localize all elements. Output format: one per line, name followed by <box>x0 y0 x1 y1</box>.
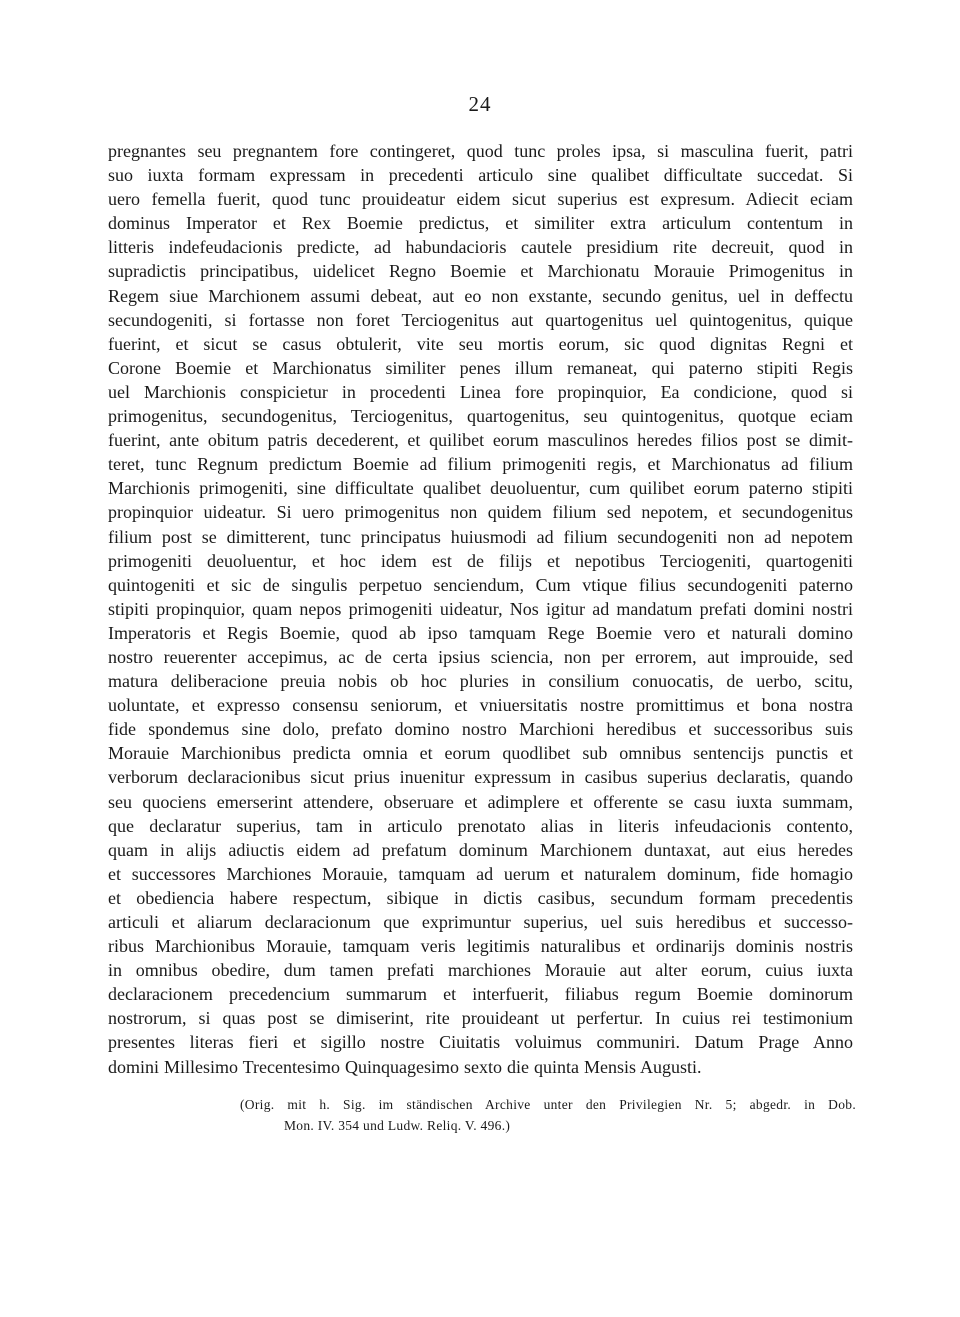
body-line: Regem siue Marchionem assumi debeat, aut eo non exstante, secundo genitus, uel in deffectu <box>108 285 853 306</box>
body-line: fuerint, et sicut se casus obtulerit, vite seu mortis eorum, sic quod dignitas Regni et <box>108 333 853 354</box>
citation-line: Mon. IV. 354 und Ludw. Reliq. V. 496.) <box>284 1118 511 1133</box>
body-line: nostro reuerenter accepimus, ac de certa ipsius sciencia, non per errorem, aut improuide, sed <box>108 646 853 667</box>
body-line: pregnantes seu pregnantem fore contingeret, quod tunc proles ipsa, si masculina fuerit, patri <box>108 141 853 161</box>
body-line: articuli et aliarum declaracionum que exprimuntur superius, uel suis heredibus et successo- <box>108 912 853 932</box>
body-line: propinquior uideatur. Si uero primogenitus non quidem filium sed nepotem, et secundogenitus <box>108 502 853 523</box>
body-line: verborum declaracionibus sicut prius inuenitur expressum in casibus superius declaratis, quando <box>108 767 853 788</box>
body-line: Imperatoris et Regis Boemie, quod ab ipso tamquam Rege Boemie vero et naturali domino <box>108 622 853 643</box>
source-citation <box>240 1094 856 1136</box>
body-line: litteris indefeudacionis predicte, ad habundacioris cautele presidium rite decreuit, quod in <box>108 237 853 258</box>
body-line: quintogeniti et sic de singulis perpetuo senciendum, Cum vtique filius secundogeniti paterno <box>108 574 853 595</box>
body-line: uero femella fuerit, quod tunc prouideatur eidem sicut superius est expresum. Adiecit eciam <box>108 189 853 210</box>
body-line: filium post se dimitterent, tunc principatus huiusmodi ad filium secundogeniti non ad nepotem <box>108 526 853 547</box>
body-line: ribus Marchionibus Morauie, tamquam veris legitimis naturalibus et ordinarijs dominis nostris <box>108 936 853 957</box>
body-line: secundogeniti, si fortasse non foret Terciogenitus aut quartogenitus uel quintogenitus, quique <box>108 309 853 330</box>
body-line: que declaratur superius, tam in articulo prenotato alias in literis infeudacionis contento, <box>108 815 853 836</box>
body-line: uoluntate, et expresso consensu seniorum, et vniuersitatis nostre promittimus et bona nostra <box>108 695 853 716</box>
body-line: et obediencia habere respectum, sibique in dictis casibus, secundum formam precedentis <box>108 887 853 908</box>
body-line: domini Millesimo Trecentesimo Quinquagesimo sexto die quinta Mensis Augusti. <box>108 1056 702 1077</box>
body-line: nostrorum, si quas post se dimiserint, rite prouideant ut perfertur. In cuius rei testimonium <box>108 1008 853 1029</box>
body-line: matura deliberacione preuia nobis ob hoc pluries in consilium conuocatis, de uerbo, scitu, <box>108 671 853 692</box>
body-line: Morauie Marchionibus predicta omnia et eorum quodlibet sub omnibus sentencijs punctis et <box>108 743 853 764</box>
citation-line: (Orig. mit h. Sig. im ständischen Archive unter den Privilegien Nr. 5; abgedr. in Dob. <box>240 1097 856 1112</box>
body-line: Corone Boemie et Marchionatus similiter penes illum remaneat, qui paterno stipiti Regis <box>108 357 853 378</box>
page-number: 24 <box>468 92 492 116</box>
body-line: fide spondemus sine dolo, prefato domino nostro Marchioni heredibus et successoribus suis <box>108 719 853 740</box>
body-line: supradictis principatibus, uidelicet Regno Boemie et Marchionatu Morauie Primogenitus in <box>108 261 853 282</box>
body-line: quam in alijs adiuctis eidem ad prefatum dominum Marchionem duntaxat, aut eius heredes <box>108 839 853 860</box>
body-line: teret, tunc Regnum predictum Boemie ad filium primogeniti regis, et Marchionatus ad filium <box>108 454 853 475</box>
body-line: Marchionis primogeniti, sine difficultate qualibet deuoluentur, cum quilibet eorum paterno stipiti <box>108 478 853 499</box>
body-line: primogeniti deuoluentur, et hoc idem est de filijs et nepotibus Terciogeniti, quartogeniti <box>108 550 853 571</box>
body-line: seu quociens emerserint attendere, obseruare et adimplere et offerente se casu iuxta summam, <box>108 791 853 812</box>
body-line: suo iuxta formam expressam in precedenti articulo sine qualibet difficultate succedat. Si <box>108 165 853 186</box>
body-line: dominus Imperator et Rex Boemie predictus, et similiter extra articulum contentum in <box>108 213 853 234</box>
body-line: primogenitus, secundogenitus, Terciogenitus, quartogenitus, seu quintogenitus, quotque eciam <box>108 406 853 427</box>
body-line: fuerint, ante obitum patris decederent, et quilibet eorum masculinos heredes filios post se dimit- <box>108 430 853 451</box>
document-body <box>108 139 853 1079</box>
body-line: et successores Marchiones Morauie, tamquam ad uerum et naturalem dominum, fide homagio <box>108 863 853 884</box>
body-line: presentes literas fieri et sigillo nostre Ciuitatis voluimus communiri. Datum Prage Anno <box>108 1032 853 1053</box>
body-line: in omnibus obedire, dum tamen prefati marchiones Morauie aut alter eorum, cuius iuxta <box>108 960 853 981</box>
body-line: stipiti propinquior, quam nepos primogeniti uideatur, Nos igitur ad mandatum prefati domini nostri <box>108 598 853 619</box>
body-line: declaracionem precedencium summarum et interfuerit, filiabus regum Boemie dominorum <box>108 984 853 1005</box>
body-line: uel Marchionis conspicietur in procedenti Linea fore propinquior, Ea condicione, quod si <box>108 381 853 402</box>
